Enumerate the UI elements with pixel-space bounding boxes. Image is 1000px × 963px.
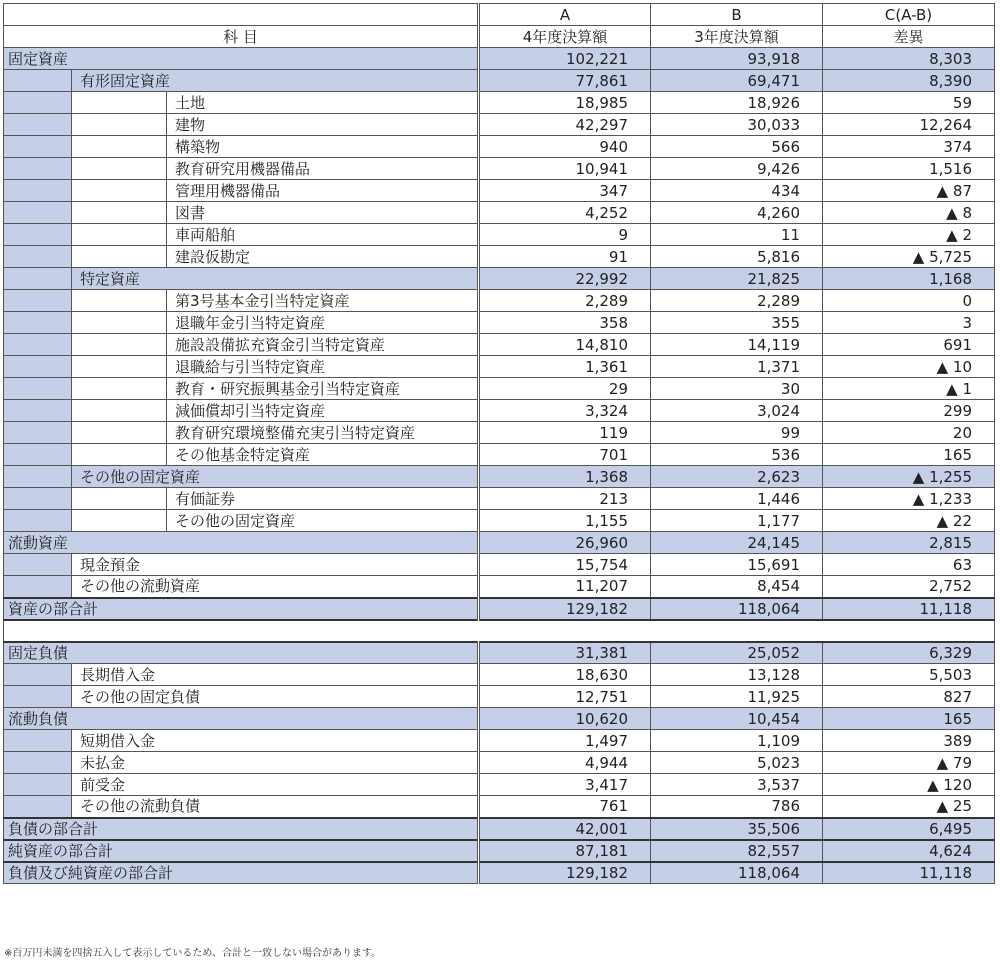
value-c: 827 xyxy=(823,686,995,708)
value-a: 358 xyxy=(479,312,651,334)
col-c-header: C(A-B) xyxy=(823,4,995,26)
value-a: 1,368 xyxy=(479,466,651,488)
indent-band xyxy=(4,290,72,312)
value-b: 18,926 xyxy=(651,92,823,114)
table-row xyxy=(4,356,995,378)
row-label: 有価証券 xyxy=(167,488,479,510)
indent-band xyxy=(4,422,72,444)
value-c: ▲ 87 xyxy=(823,180,995,202)
value-a: 940 xyxy=(479,136,651,158)
value-c: 1,516 xyxy=(823,158,995,180)
value-a: 129,182 xyxy=(479,862,651,884)
row-label: 施設設備拡充資金引当特定資産 xyxy=(167,334,479,356)
value-a: 701 xyxy=(479,444,651,466)
subject-header: 科 目 xyxy=(4,26,479,48)
indent-blank xyxy=(72,378,167,400)
value-a: 12,751 xyxy=(479,686,651,708)
indent-band xyxy=(4,444,72,466)
value-c: ▲ 8 xyxy=(823,202,995,224)
header-row-2 xyxy=(4,26,995,48)
balance-sheet-table xyxy=(3,3,995,884)
value-b: 21,825 xyxy=(651,268,823,290)
value-b: 5,023 xyxy=(651,752,823,774)
value-b: 2,623 xyxy=(651,466,823,488)
row-label: 有形固定資産 xyxy=(72,70,479,92)
table-row xyxy=(4,114,995,136)
table-row xyxy=(4,290,995,312)
value-a: 31,381 xyxy=(479,642,651,664)
col-a-header: A xyxy=(479,4,651,26)
header-row-1 xyxy=(4,4,995,26)
value-c: 11,118 xyxy=(823,862,995,884)
value-c: 59 xyxy=(823,92,995,114)
table-row xyxy=(4,158,995,180)
row-label: 固定負債 xyxy=(4,642,479,664)
row-label: 特定資産 xyxy=(72,268,479,290)
value-c: 6,495 xyxy=(823,818,995,840)
value-a: 102,221 xyxy=(479,48,651,70)
section-separator xyxy=(4,620,995,642)
value-b: 11 xyxy=(651,224,823,246)
value-a: 18,985 xyxy=(479,92,651,114)
value-c: 2,815 xyxy=(823,532,995,554)
value-b: 11,925 xyxy=(651,686,823,708)
balance-sheet-table-container xyxy=(3,3,995,884)
value-b: 434 xyxy=(651,180,823,202)
indent-blank xyxy=(72,422,167,444)
value-a: 1,361 xyxy=(479,356,651,378)
indent-band xyxy=(4,554,72,576)
value-a: 10,941 xyxy=(479,158,651,180)
separator-cell xyxy=(4,620,995,642)
value-c: 389 xyxy=(823,730,995,752)
value-c: 20 xyxy=(823,422,995,444)
indent-band xyxy=(4,378,72,400)
value-b: 99 xyxy=(651,422,823,444)
row-label: その他の固定資産 xyxy=(72,466,479,488)
value-a: 91 xyxy=(479,246,651,268)
value-a: 1,497 xyxy=(479,730,651,752)
value-b: 5,816 xyxy=(651,246,823,268)
value-b: 13,128 xyxy=(651,664,823,686)
table-row xyxy=(4,334,995,356)
value-b: 1,371 xyxy=(651,356,823,378)
value-b: 536 xyxy=(651,444,823,466)
value-a: 26,960 xyxy=(479,532,651,554)
value-a: 9 xyxy=(479,224,651,246)
indent-band xyxy=(4,774,72,796)
value-a: 11,207 xyxy=(479,576,651,598)
value-b: 3,537 xyxy=(651,774,823,796)
table-row xyxy=(4,136,995,158)
header-blank xyxy=(4,4,479,26)
table-row xyxy=(4,70,995,92)
value-c: 4,624 xyxy=(823,840,995,862)
table-row xyxy=(4,664,995,686)
value-a: 77,861 xyxy=(479,70,651,92)
table-row xyxy=(4,774,995,796)
value-c: ▲ 120 xyxy=(823,774,995,796)
row-label: 負債及び純資産の部合計 xyxy=(4,862,479,884)
value-c: 12,264 xyxy=(823,114,995,136)
value-a: 213 xyxy=(479,488,651,510)
row-label: その他の流動負債 xyxy=(72,796,479,818)
value-b: 24,145 xyxy=(651,532,823,554)
value-a: 29 xyxy=(479,378,651,400)
row-label: 固定資産 xyxy=(4,48,479,70)
indent-band xyxy=(4,686,72,708)
value-a: 42,001 xyxy=(479,818,651,840)
value-c: 5,503 xyxy=(823,664,995,686)
table-row xyxy=(4,598,995,620)
value-a: 3,417 xyxy=(479,774,651,796)
row-label: 管理用機器備品 xyxy=(167,180,479,202)
table-row xyxy=(4,92,995,114)
value-c: 1,168 xyxy=(823,268,995,290)
indent-blank xyxy=(72,246,167,268)
value-b: 25,052 xyxy=(651,642,823,664)
value-c: 8,303 xyxy=(823,48,995,70)
value-b: 1,177 xyxy=(651,510,823,532)
table-row xyxy=(4,840,995,862)
value-c: 6,329 xyxy=(823,642,995,664)
row-label: 未払金 xyxy=(72,752,479,774)
value-c: 299 xyxy=(823,400,995,422)
value-c: 3 xyxy=(823,312,995,334)
indent-blank xyxy=(72,444,167,466)
indent-band xyxy=(4,510,72,532)
indent-blank xyxy=(72,92,167,114)
indent-band xyxy=(4,334,72,356)
indent-blank xyxy=(72,224,167,246)
col-a-subheader: 4年度決算額 xyxy=(479,26,651,48)
indent-band xyxy=(4,730,72,752)
indent-band xyxy=(4,664,72,686)
row-label: 構築物 xyxy=(167,136,479,158)
indent-blank xyxy=(72,312,167,334)
value-a: 10,620 xyxy=(479,708,651,730)
value-c: ▲ 5,725 xyxy=(823,246,995,268)
table-row xyxy=(4,422,995,444)
value-a: 22,992 xyxy=(479,268,651,290)
value-a: 2,289 xyxy=(479,290,651,312)
row-label: 前受金 xyxy=(72,774,479,796)
row-label: その他基金特定資産 xyxy=(167,444,479,466)
row-label: 純資産の部合計 xyxy=(4,840,479,862)
value-c: ▲ 10 xyxy=(823,356,995,378)
table-row xyxy=(4,378,995,400)
col-b-header: B xyxy=(651,4,823,26)
value-c: 2,752 xyxy=(823,576,995,598)
row-label: 現金預金 xyxy=(72,554,479,576)
indent-band xyxy=(4,158,72,180)
table-row xyxy=(4,246,995,268)
value-a: 4,944 xyxy=(479,752,651,774)
value-a: 18,630 xyxy=(479,664,651,686)
value-c: ▲ 25 xyxy=(823,796,995,818)
indent-blank xyxy=(72,136,167,158)
table-row xyxy=(4,862,995,884)
indent-band xyxy=(4,752,72,774)
indent-band xyxy=(4,312,72,334)
value-a: 1,155 xyxy=(479,510,651,532)
table-row xyxy=(4,642,995,664)
indent-blank xyxy=(72,510,167,532)
indent-band xyxy=(4,70,72,92)
value-b: 786 xyxy=(651,796,823,818)
indent-blank xyxy=(72,488,167,510)
indent-band xyxy=(4,114,72,136)
row-label: その他の流動資産 xyxy=(72,576,479,598)
value-b: 14,119 xyxy=(651,334,823,356)
value-b: 3,024 xyxy=(651,400,823,422)
value-b: 1,109 xyxy=(651,730,823,752)
table-row xyxy=(4,686,995,708)
indent-band xyxy=(4,246,72,268)
row-label: 流動負債 xyxy=(4,708,479,730)
table-row xyxy=(4,554,995,576)
table-row xyxy=(4,400,995,422)
value-b: 30,033 xyxy=(651,114,823,136)
indent-blank xyxy=(72,356,167,378)
value-b: 4,260 xyxy=(651,202,823,224)
row-label: 教育研究環境整備充実引当特定資産 xyxy=(167,422,479,444)
footnote: ※百万円未満を四捨五入して表示しているため、合計と一致しない場合があります。 xyxy=(4,948,382,959)
value-c: 11,118 xyxy=(823,598,995,620)
row-label: 短期借入金 xyxy=(72,730,479,752)
table-row xyxy=(4,224,995,246)
col-c-subheader: 差異 xyxy=(823,26,995,48)
row-label: 教育・研究振興基金引当特定資産 xyxy=(167,378,479,400)
table-row xyxy=(4,532,995,554)
indent-blank xyxy=(72,158,167,180)
value-b: 566 xyxy=(651,136,823,158)
row-label: 退職給与引当特定資産 xyxy=(167,356,479,378)
value-b: 69,471 xyxy=(651,70,823,92)
row-label: 車両船舶 xyxy=(167,224,479,246)
row-label: 流動資産 xyxy=(4,532,479,554)
table-row xyxy=(4,180,995,202)
value-c: 165 xyxy=(823,444,995,466)
value-c: 165 xyxy=(823,708,995,730)
value-c: 691 xyxy=(823,334,995,356)
indent-band xyxy=(4,466,72,488)
value-a: 761 xyxy=(479,796,651,818)
indent-band xyxy=(4,356,72,378)
row-label: 図書 xyxy=(167,202,479,224)
indent-blank xyxy=(72,400,167,422)
table-row xyxy=(4,48,995,70)
indent-band xyxy=(4,224,72,246)
value-c: ▲ 1,233 xyxy=(823,488,995,510)
table-row xyxy=(4,752,995,774)
value-c: 8,390 xyxy=(823,70,995,92)
indent-blank xyxy=(72,114,167,136)
row-label: 負債の部合計 xyxy=(4,818,479,840)
value-b: 355 xyxy=(651,312,823,334)
indent-band xyxy=(4,488,72,510)
indent-band xyxy=(4,92,72,114)
row-label: その他の固定資産 xyxy=(167,510,479,532)
table-row xyxy=(4,466,995,488)
value-a: 119 xyxy=(479,422,651,444)
value-c: ▲ 22 xyxy=(823,510,995,532)
value-a: 347 xyxy=(479,180,651,202)
row-label: その他の固定負債 xyxy=(72,686,479,708)
indent-band xyxy=(4,400,72,422)
row-label: 退職年金引当特定資産 xyxy=(167,312,479,334)
row-label: 減価償却引当特定資産 xyxy=(167,400,479,422)
value-b: 82,557 xyxy=(651,840,823,862)
row-label: 建設仮勘定 xyxy=(167,246,479,268)
value-b: 8,454 xyxy=(651,576,823,598)
row-label: 第3号基本金引当特定資産 xyxy=(167,290,479,312)
indent-band xyxy=(4,576,72,598)
table-row xyxy=(4,818,995,840)
table-row xyxy=(4,444,995,466)
value-b: 2,289 xyxy=(651,290,823,312)
value-a: 14,810 xyxy=(479,334,651,356)
value-c: 63 xyxy=(823,554,995,576)
value-b: 30 xyxy=(651,378,823,400)
value-b: 15,691 xyxy=(651,554,823,576)
value-b: 118,064 xyxy=(651,598,823,620)
value-c: 0 xyxy=(823,290,995,312)
table-row xyxy=(4,730,995,752)
table-row xyxy=(4,312,995,334)
table-row xyxy=(4,488,995,510)
value-a: 129,182 xyxy=(479,598,651,620)
value-a: 87,181 xyxy=(479,840,651,862)
indent-band xyxy=(4,268,72,290)
value-b: 9,426 xyxy=(651,158,823,180)
col-b-subheader: 3年度決算額 xyxy=(651,26,823,48)
row-label: 土地 xyxy=(167,92,479,114)
row-label: 資産の部合計 xyxy=(4,598,479,620)
table-row xyxy=(4,576,995,598)
indent-blank xyxy=(72,202,167,224)
value-b: 93,918 xyxy=(651,48,823,70)
indent-blank xyxy=(72,180,167,202)
table-row xyxy=(4,510,995,532)
indent-band xyxy=(4,180,72,202)
value-b: 35,506 xyxy=(651,818,823,840)
value-c: ▲ 1 xyxy=(823,378,995,400)
value-c: ▲ 2 xyxy=(823,224,995,246)
indent-blank xyxy=(72,334,167,356)
value-a: 4,252 xyxy=(479,202,651,224)
value-a: 3,324 xyxy=(479,400,651,422)
table-row xyxy=(4,796,995,818)
value-b: 1,446 xyxy=(651,488,823,510)
value-c: 374 xyxy=(823,136,995,158)
row-label: 教育研究用機器備品 xyxy=(167,158,479,180)
value-c: ▲ 79 xyxy=(823,752,995,774)
value-b: 10,454 xyxy=(651,708,823,730)
table-row xyxy=(4,202,995,224)
indent-blank xyxy=(72,290,167,312)
value-a: 42,297 xyxy=(479,114,651,136)
indent-band xyxy=(4,136,72,158)
value-a: 15,754 xyxy=(479,554,651,576)
value-b: 118,064 xyxy=(651,862,823,884)
table-row xyxy=(4,268,995,290)
row-label: 長期借入金 xyxy=(72,664,479,686)
value-c: ▲ 1,255 xyxy=(823,466,995,488)
row-label: 建物 xyxy=(167,114,479,136)
indent-band xyxy=(4,796,72,818)
table-row xyxy=(4,708,995,730)
indent-band xyxy=(4,202,72,224)
